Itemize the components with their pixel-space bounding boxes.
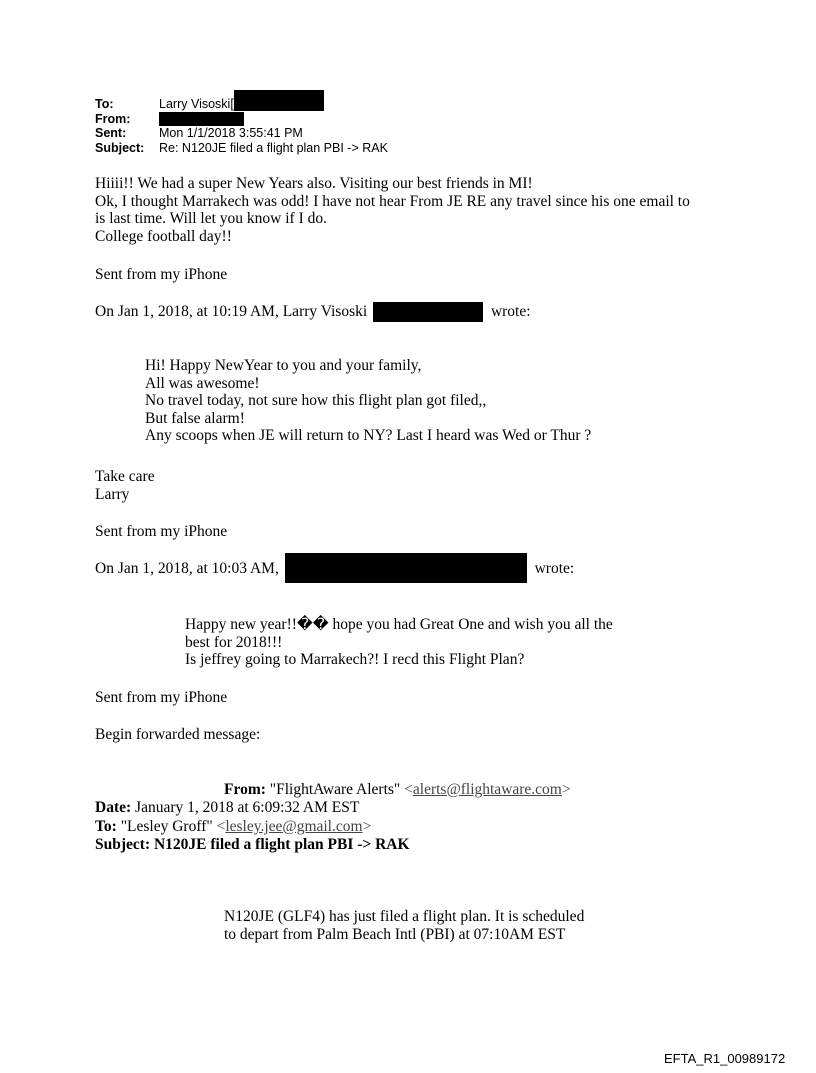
reply-line: Hiiii!! We had a super New Years also. Visiting our best friends in MI! (95, 175, 533, 192)
reply-line: College football day!! (95, 227, 232, 245)
quote-line: best for 2018!!! (185, 633, 283, 651)
forwarded-to (95, 818, 371, 836)
email-bracket: > (561, 781, 571, 798)
quote-intro-prefix: On Jan 1, 2018, at 10:03 AM, (95, 560, 279, 577)
signature: Sent from my iPhone (95, 266, 228, 283)
quote-line: Any scoops when JE will return to NY? Last I heard was Wed or Thur ? (145, 427, 592, 444)
forwarded-date-value: January 1, 2018 at 6:09:32 AM EST (135, 799, 360, 816)
reply-line: Ok, I thought Marrakech was odd! I have not hear From JE RE any travel since his one email to (95, 192, 690, 210)
from-label: From: (95, 111, 131, 126)
quote-line: Hi! Happy NewYear to you and your family, (145, 357, 422, 374)
email-header (95, 97, 388, 155)
quote-intro (95, 560, 574, 583)
forwarded-subject-label: Subject: (95, 836, 151, 853)
quote-line: Is jeffrey going to Marrakech?! I recd this Flight Plan? (185, 651, 525, 668)
to-row (95, 97, 388, 112)
signature: Sent from my iPhone (95, 523, 228, 540)
quote-intro-suffix: wrote: (490, 303, 531, 320)
reply-body (95, 175, 690, 245)
closing-line: Take care (95, 468, 155, 485)
document-id: EFTA_R1_00989172 (664, 1051, 786, 1066)
quote-intro-prefix: On Jan 1, 2018, at 10:19 AM, Larry Visoski (95, 303, 368, 320)
forward-label: Begin forwarded message: (95, 726, 261, 743)
forwarded-date (95, 799, 359, 817)
closing-line: Larry (95, 485, 130, 503)
forwarded-subject (95, 836, 410, 854)
redaction-box (373, 302, 483, 322)
forwarded-from-label: From: (224, 781, 266, 798)
reply-line: is last time. Will let you know if I do. (95, 210, 328, 227)
quote-intro-suffix: wrote: (534, 560, 575, 577)
forwarded-to-label: To: (95, 818, 117, 835)
redaction-box (234, 90, 324, 111)
subject-label: Subject: (95, 140, 145, 155)
quote-line: No travel today, not sure how this flight plan got filed,, (145, 392, 487, 409)
to-name: Larry Visoski[ (159, 97, 234, 111)
from-row (95, 112, 388, 127)
email-bracket: < (404, 781, 413, 798)
sent-value: Mon 1/1/2018 3:55:41 PM (159, 126, 303, 140)
sent-row (95, 126, 388, 141)
forwarded-from-email-link[interactable]: alerts@flightaware.com (412, 781, 562, 798)
email-bracket: > (362, 818, 372, 835)
email-bracket: < (216, 818, 226, 835)
forwarded-body-line: N120JE (GLF4) has just filed a flight plan. It is scheduled (224, 908, 585, 925)
forwarded-from (224, 781, 571, 799)
forwarded-body-line: to depart from Palm Beach Intl (PBI) at 07:10AM EST (224, 925, 566, 943)
quote-line: But false alarm! (145, 409, 245, 427)
subject-row (95, 141, 388, 156)
subject-value: Re: N120JE filed a flight plan PBI -> RAK (159, 140, 388, 155)
redaction-box (159, 112, 244, 126)
forwarded-body (224, 908, 584, 943)
forwarded-subject-value: N120JE filed a flight plan PBI -> RAK (153, 836, 410, 853)
quote-intro (95, 303, 531, 322)
quote-body (185, 616, 613, 669)
quote-line: Happy new year!!�� hope you had Great One and wish you all the (185, 616, 613, 633)
forwarded-to-email-link[interactable]: lesley.jee@gmail.com (225, 818, 363, 835)
to-label: To: (95, 97, 114, 111)
redaction-box (285, 553, 527, 583)
sent-label: Sent: (95, 126, 127, 140)
forwarded-date-label: Date: (95, 799, 132, 816)
quote-body (145, 357, 591, 445)
forwarded-to-name: "Lesley Groff" (120, 818, 213, 835)
forwarded-from-name: "FlightAware Alerts" (269, 781, 401, 798)
signature: Sent from my iPhone (95, 689, 228, 706)
closing (95, 468, 155, 503)
quote-line: All was awesome! (145, 374, 260, 392)
